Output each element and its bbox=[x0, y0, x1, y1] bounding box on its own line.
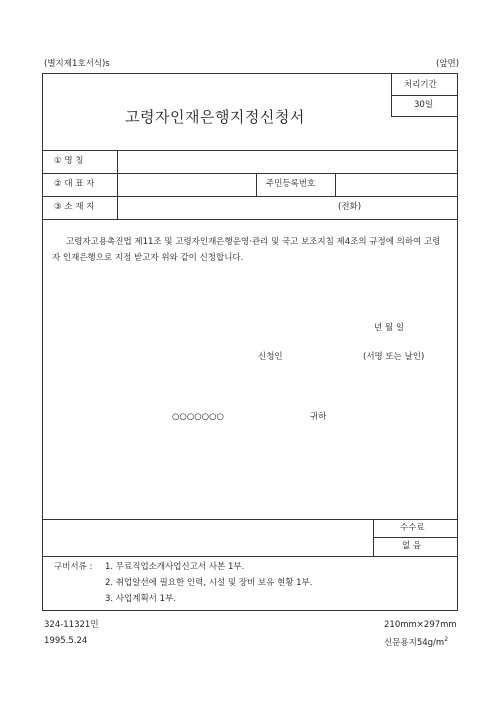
divider bbox=[391, 116, 458, 117]
divider bbox=[42, 556, 458, 557]
fee-label: 수수료 bbox=[400, 523, 425, 533]
field-label-address: ③ 소 재 지 bbox=[54, 202, 95, 212]
divider bbox=[42, 173, 458, 174]
processing-period-value: 30일 bbox=[414, 100, 434, 110]
paper-size: 210mm×297mm bbox=[384, 620, 457, 630]
signature-label: (서명 또는 날인) bbox=[363, 352, 425, 362]
divider bbox=[42, 196, 458, 197]
divider bbox=[256, 173, 257, 196]
document-item: 3. 사업계획서 1부. bbox=[105, 594, 176, 604]
document-item: 1. 무료직업소개사업신고서 사본 1부. bbox=[105, 562, 245, 572]
form-date: 1995.5.24 bbox=[44, 636, 88, 646]
applicant-label: 신청인 bbox=[258, 352, 283, 362]
document-item: 2. 취업알선에 필요한 인력, 시설 및 장비 보유 현황 1부. bbox=[105, 578, 313, 588]
field-label-representative: ② 대 표 자 bbox=[54, 179, 95, 189]
page-side-label: (앞면) bbox=[436, 59, 460, 69]
paper-type-superscript: 2 bbox=[444, 636, 449, 643]
paper-type bbox=[384, 637, 448, 647]
application-form bbox=[42, 73, 458, 611]
divider bbox=[117, 150, 118, 219]
divider bbox=[335, 173, 336, 196]
application-date: 년 월 일 bbox=[374, 323, 405, 333]
recipient-suffix: 귀하 bbox=[310, 412, 327, 422]
form-title: 고령자인재은행지정신청서 bbox=[125, 108, 305, 126]
form-code: 324-11321민 bbox=[44, 620, 99, 630]
phone-label: (전화) bbox=[338, 202, 362, 212]
divider bbox=[391, 95, 458, 96]
divider bbox=[42, 219, 458, 220]
field-label-name: ① 명 칭 bbox=[54, 156, 84, 166]
divider bbox=[42, 519, 458, 520]
paper-type-text: 신문용지54g/m bbox=[384, 637, 445, 648]
divider bbox=[373, 537, 458, 538]
resident-number-label: 주민등록번호 bbox=[266, 179, 316, 189]
fee-value: 없 음 bbox=[402, 541, 422, 551]
form-number: (별지제1호서식)s bbox=[44, 59, 110, 69]
processing-period-label: 처리기간 bbox=[404, 80, 437, 90]
divider bbox=[42, 150, 458, 151]
recipient-name: ○○○○○○○ bbox=[172, 412, 224, 422]
application-statement: 고령자고용촉진법 제11조 및 고령자인재은행운영·관리 및 국고 보조지침 제4조의 규정에 의하여 고령자 인재은행으로 지정 받고자 위와 같이 신청합니다. bbox=[52, 237, 441, 263]
required-documents-label: 구비서류 : bbox=[54, 562, 93, 572]
